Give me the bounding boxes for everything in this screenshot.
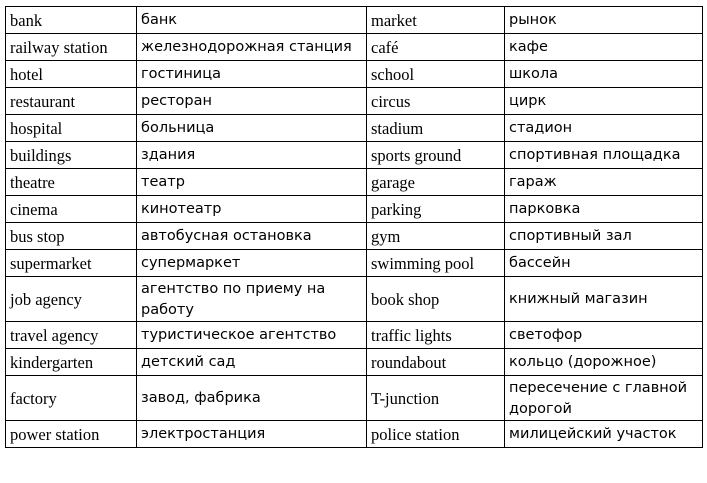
table-row [6, 277, 703, 322]
table-row [6, 34, 703, 61]
english-term: kindergarten [6, 349, 137, 376]
english-term: cinema [6, 196, 137, 223]
russian-translation: кинотеатр [137, 196, 367, 223]
russian-translation: кафе [505, 34, 703, 61]
table-row [6, 223, 703, 250]
russian-translation: банк [137, 7, 367, 34]
russian-translation: кольцо (дорожное) [505, 349, 703, 376]
english-term: hotel [6, 61, 137, 88]
english-term: bank [6, 7, 137, 34]
russian-translation: гараж [505, 169, 703, 196]
english-term: parking [367, 196, 505, 223]
table-row [6, 376, 703, 421]
table-row [6, 7, 703, 34]
table-row [6, 421, 703, 448]
table-row [6, 322, 703, 349]
russian-translation: туристическое агентство [137, 322, 367, 349]
english-term: book shop [367, 277, 505, 322]
english-term: stadium [367, 115, 505, 142]
english-term: circus [367, 88, 505, 115]
russian-translation: театр [137, 169, 367, 196]
english-term: supermarket [6, 250, 137, 277]
english-term: roundabout [367, 349, 505, 376]
english-term: power station [6, 421, 137, 448]
english-term: school [367, 61, 505, 88]
russian-translation: школа [505, 61, 703, 88]
russian-translation: гостиница [137, 61, 367, 88]
english-term: market [367, 7, 505, 34]
russian-translation: ресторан [137, 88, 367, 115]
russian-translation: железнодорожная станция [137, 34, 367, 61]
russian-translation: милицейский участок [505, 421, 703, 448]
table-row [6, 61, 703, 88]
russian-translation: парковка [505, 196, 703, 223]
russian-translation: стадион [505, 115, 703, 142]
english-term: sports ground [367, 142, 505, 169]
russian-translation: книжный магазин [505, 277, 703, 322]
russian-translation: бассейн [505, 250, 703, 277]
english-term: swimming pool [367, 250, 505, 277]
table-row [6, 115, 703, 142]
english-term: job agency [6, 277, 137, 322]
table-row [6, 250, 703, 277]
russian-translation: рынок [505, 7, 703, 34]
english-term: police station [367, 421, 505, 448]
english-term: hospital [6, 115, 137, 142]
english-term: railway station [6, 34, 137, 61]
russian-translation: здания [137, 142, 367, 169]
russian-translation: пересечение с главной дорогой [505, 376, 703, 421]
english-term: restaurant [6, 88, 137, 115]
russian-translation: автобусная остановка [137, 223, 367, 250]
english-term: bus stop [6, 223, 137, 250]
table-row [6, 349, 703, 376]
table-row [6, 196, 703, 223]
english-term: buildings [6, 142, 137, 169]
russian-translation: светофор [505, 322, 703, 349]
english-term: café [367, 34, 505, 61]
english-term: theatre [6, 169, 137, 196]
english-term: garage [367, 169, 505, 196]
table-row [6, 88, 703, 115]
english-term: travel agency [6, 322, 137, 349]
english-term: traffic lights [367, 322, 505, 349]
english-term: gym [367, 223, 505, 250]
russian-translation: цирк [505, 88, 703, 115]
russian-translation: супермаркет [137, 250, 367, 277]
russian-translation: больница [137, 115, 367, 142]
english-term: T-junction [367, 376, 505, 421]
russian-translation: спортивная площадка [505, 142, 703, 169]
russian-translation: завод, фабрика [137, 376, 367, 421]
vocabulary-table [5, 6, 703, 448]
table-row [6, 142, 703, 169]
russian-translation: спортивный зал [505, 223, 703, 250]
russian-translation: электростанция [137, 421, 367, 448]
russian-translation: детский сад [137, 349, 367, 376]
russian-translation: агентство по приему на работу [137, 277, 367, 322]
english-term: factory [6, 376, 137, 421]
table-row [6, 169, 703, 196]
